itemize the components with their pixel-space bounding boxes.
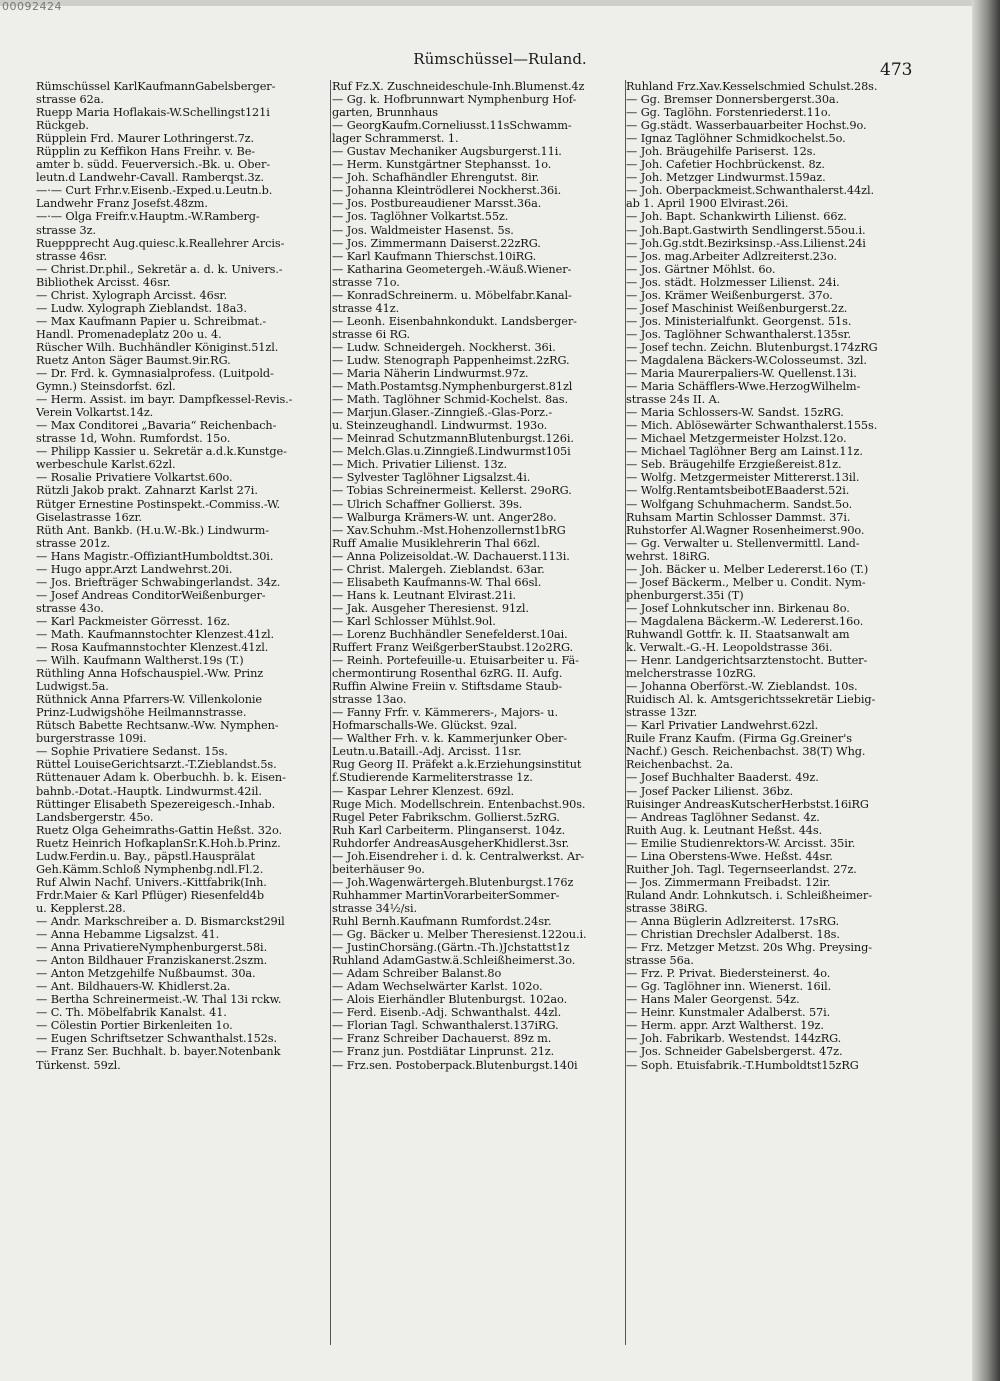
directory-line: — Elisabeth Kaufmanns-W. Thal 66sl. (332, 575, 542, 589)
directory-line: — Walburga Krämers-W. unt. Anger28o. (332, 510, 557, 524)
directory-line: Frdr.Maier & Karl Pflüger) Riesenfeld4b (36, 888, 265, 902)
directory-line: — KonradSchreinerm. u. Möbelfabr.Kanal- (332, 288, 572, 302)
directory-line: — Joh.Gg.stdt.Bezirksinsp.-Ass.Lilienst.24i (626, 236, 866, 250)
directory-line: — Christ. Xylograph Arcisst. 46sr. (36, 288, 227, 302)
directory-line: — Ulrich Schaffner Gollierst. 39s. (332, 497, 523, 511)
directory-line: — Jos. Taglöhner Schwanthalerst.135sr. (626, 327, 851, 341)
directory-line: — Xav.Schuhm.-Mst.Hohenzollernst1bRG (332, 523, 566, 537)
directory-line: — Gg. Verwalter u. Stellenvermittl. Land- (626, 536, 860, 550)
directory-line: strasse 38iRG. (626, 901, 708, 915)
directory-line: — Jos. Waldmeister Hasenst. 5s. (332, 223, 514, 237)
directory-line: — Adam Wechselwärter Karlst. 102o. (332, 980, 543, 994)
directory-line: strasse 43o. (36, 601, 104, 615)
directory-line: — Herm. Assist. im bayr. Dampfkessel-Revis.- (36, 393, 293, 407)
directory-line: Gymn.) Steinsdorfst. 6zl. (36, 380, 176, 394)
directory-line: — Joh. Oberpackmeist.Schwanthalerst.44zl. (626, 184, 874, 198)
directory-line: — Fanny Frfr. v. Kämmerers-, Majors- u. (332, 706, 558, 720)
directory-line: — Math.Postamtsg.Nymphenburgerst.81zl (332, 380, 573, 394)
directory-line: Giselastrasse 16zr. (36, 510, 142, 524)
directory-line: Rüttinger Elisabeth Spezereigesch.-Inhab. (36, 797, 276, 811)
directory-line: — Walther Frh. v. k. Kammerjunker Ober- (332, 732, 568, 746)
directory-line: — Wilh. Kaufmann Waltherst.19s (T.) (36, 654, 244, 668)
directory-line: — Jos. Gärtner Möhlst. 6o. (626, 262, 776, 276)
directory-line: — Hans Maler Georgenst. 54z. (626, 993, 800, 1007)
directory-line: — Joh. Cafetier Hochbrückenst. 8z. (626, 158, 825, 172)
directory-line: — Joh.Wagenwärtergeh.Blutenburgst.176z (332, 875, 574, 889)
directory-line: — Marjun.Glaser.-Zinngieß.-Glas-Porz.- (332, 406, 553, 420)
directory-line: Ruepp Maria Hoflakais-W.Schellingst121i (36, 106, 270, 120)
directory-line: — Katharina Geometergeh.-W.äuß.Wiener- (332, 262, 572, 276)
directory-line: — Gg. Taglöhn. Forstenriederst.11o. (626, 106, 831, 120)
directory-line: — Franz Ser. Buchhalt. b. bayer.Notenbank (36, 1045, 281, 1059)
directory-line: Rützli Jakob prakt. Zahnarzt Karlst 27i. (36, 484, 258, 498)
directory-line: — Rosalie Privatiere Volkartst.60o. (36, 471, 233, 485)
directory-line: — Bertha Schreinermeist.-W. Thal 13i rckw. (36, 993, 282, 1007)
directory-line: Rüthnick Anna Pfarrers-W. Villenkolonie (36, 693, 262, 707)
directory-line: werbeschule Karlst.62zl. (36, 458, 176, 472)
directory-line: Rueppprecht Aug.quiesc.k.Reallehrer Arcis- (36, 236, 285, 250)
directory-line: — Johanna Kleintrödlerei Nockherst.36i. (332, 184, 562, 198)
directory-line: — Dr. Frd. k. Gymnasialprofess. (Luitpold- (36, 367, 274, 381)
directory-line: — Reinh. Portefeuille-u. Etuisarbeiter u. Fä- (332, 654, 579, 668)
directory-line: — Gustav Mechaniker Augsburgerst.11i. (332, 145, 562, 159)
directory-line: Rüpplein Frd. Maurer Lothringerst.7z. (36, 132, 255, 146)
directory-line: Ludwigst.5a. (36, 680, 109, 694)
directory-line: — Max Conditorei „Bavaria“ Reichenbach- (36, 419, 277, 433)
directory-line: Ruhland AdamGastw.ä.Schleißheimerst.3o. (332, 954, 576, 968)
directory-line: — Jos. mag.Arbeiter Adlzreiterst.23o. (626, 249, 837, 263)
directory-line: — Sophie Privatiere Sedanst. 15s. (36, 745, 228, 759)
directory-line: — Andreas Taglöhner Sedanst. 4z. (626, 810, 820, 824)
directory-line: k. Verwalt.-G.-H. Leopoldstrasse 36i. (626, 641, 833, 655)
directory-line: — Math. Kaufmannstochter Klenzest.41zl. (36, 627, 274, 641)
directory-line: — Frz.sen. Postoberpack.Blutenburgst.140i (332, 1058, 578, 1072)
directory-line: Rüscher Wilh. Buchhändler Königinst.51zl. (36, 340, 279, 354)
directory-line: — Maria Näherin Lindwurmst.97z. (332, 367, 529, 381)
directory-line: — Anton Bildhauer Franziskanerst.2szm. (36, 954, 268, 968)
directory-line: Ruhsam Martin Schlosser Dammst. 37i. (626, 510, 851, 524)
directory-line: —·— Curt Frhr.v.Eisenb.-Exped.u.Leutn.b. (36, 184, 273, 198)
directory-line: — Joh.Eisendreher i. d. k. Centralwerkst. Ar- (332, 849, 585, 863)
directory-line: — Hans k. Leutnant Elvirast.21i. (332, 588, 516, 602)
directory-line: — Michael Metzgermeister Holzst.12o. (626, 432, 847, 446)
directory-line: Ruffin Alwine Freiin v. Stiftsdame Staub- (332, 680, 563, 694)
directory-line: Ludw.Ferdin.u. Bay., päpstl.Hausprälat (36, 849, 255, 863)
scan-id-label: 00092424 (2, 0, 62, 13)
directory-line: — Emilie Studienrektors-W. Arcisst. 35ir. (626, 836, 856, 850)
directory-line: Ruith Aug. k. Leutnant Heßst. 44s. (626, 823, 823, 837)
directory-line: — Gg.städt. Wasserbauarbeiter Hochst.9o. (626, 119, 867, 133)
directory-line: Ruetz Olga Geheimraths-Gattin Heßst. 32o. (36, 823, 282, 837)
directory-line: Rüth Ant. Bankb. (H.u.W.-Bk.) Lindwurm- (36, 523, 270, 537)
directory-line: — Gg. Bäcker u. Melber Theresienst.122ou.i. (332, 928, 587, 942)
directory-line: Ruhhammer MartinVorarbeiterSommer- (332, 888, 560, 902)
directory-line: — Joh.Bapt.Gastwirth Sendlingerst.55ou.i. (626, 223, 866, 237)
directory-line: — Gg. Bremser Donnersbergerst.30a. (626, 93, 840, 107)
scan-top-edge (0, 0, 1000, 6)
directory-line: — Lorenz Buchhändler Senefelderst.10ai. (332, 627, 568, 641)
directory-line: strasse 24s II. A. (626, 393, 721, 407)
directory-line: Rüttenauer Adam k. Oberbuchh. b. k. Eisen- (36, 771, 286, 785)
directory-line: — Christ. Malergeh. Zieblandst. 63ar. (332, 562, 545, 576)
directory-line: — Joh. Schafhändler Ehrengutst. 8ir. (332, 171, 540, 185)
directory-line: — Florian Tagl. Schwanthalerst.137iRG. (332, 1019, 559, 1033)
directory-line: — Karl Schlosser Mühlst.9ol. (332, 614, 496, 628)
directory-line: — Ludw. Stenograph Pappenheimst.2zRG. (332, 353, 570, 367)
directory-line: Landsbergerstr. 45o. (36, 810, 154, 824)
directory-line: — Anton Metzgehilfe Nußbaumst. 30a. (36, 967, 256, 981)
directory-line: Rümschüssel KarlKaufmannGabelsberger- (36, 80, 276, 93)
directory-line: beiterhäuser 9o. (332, 862, 425, 876)
directory-line: — Josef Maschinist Weißenburgerst.2z. (626, 301, 848, 315)
directory-line: strasse 6i RG. (332, 327, 411, 341)
directory-line: Ruge Mich. Modellschrein. Entenbachst.90s. (332, 797, 586, 811)
directory-line: — Karl Privatier Landwehrst.62zl. (626, 719, 819, 733)
directory-line: phenburgerst.35i (T) (626, 588, 744, 602)
directory-line: strasse 34½/si. (332, 901, 417, 915)
directory-line: Ruidisch Al. k. Amtsgerichtssekretär Liebig- (626, 693, 876, 707)
directory-line: — Adam Schreiber Balanst.8o (332, 967, 502, 981)
directory-line: — C. Th. Möbelfabrik Kanalst. 41. (36, 1006, 227, 1020)
directory-line: — Josef Andreas ConditorWeißenburger- (36, 588, 266, 602)
directory-line: Geh.Kämm.Schloß Nymphenbg.ndl.Fl.2. (36, 862, 264, 876)
directory-line: — Jos. Zimmermann Freibadst. 12ir. (626, 875, 831, 889)
directory-line: Ruffert Franz WeißgerberStaubst.12o2RG. (332, 641, 573, 655)
directory-line: Rütger Ernestine Postinspekt.-Commiss.-W. (36, 497, 281, 511)
directory-line: — Ludw. Xylograph Zieblandst. 18a3. (36, 301, 247, 315)
directory-line: melcherstrasse 10zRG. (626, 667, 756, 681)
column-left (36, 80, 328, 1350)
directory-line: — Christ.Dr.phil., Sekretär a. d. k. Univers.- (36, 262, 283, 276)
directory-line: Ruither Joh. Tagl. Tegernseerlandst. 27z. (626, 862, 857, 876)
directory-line: — Johanna Oberförst.-W. Zieblandst. 10s. (626, 680, 858, 694)
directory-line: — Maria Schäfflers-Wwe.HerzogWilhelm- (626, 380, 861, 394)
directory-line: Ruile Franz Kaufm. (Firma Gg.Greiner's (626, 732, 852, 746)
directory-line: — Wolfg.RentamtsbeibotEBaaderst.52i. (626, 484, 850, 498)
directory-line: — Ignaz Taglöhner Schmidkochelst.5o. (626, 132, 846, 146)
directory-line: — Gg. Taglöhner inn. Wienerst. 16il. (626, 980, 832, 994)
directory-line: — Jos. Ministerialfunkt. Georgenst. 51s. (626, 314, 852, 328)
directory-line: wehrst. 18iRG. (626, 549, 710, 563)
directory-line: — Alois Eierhändler Blutenburgst. 102ao. (332, 993, 568, 1007)
directory-line: — Kaspar Lehrer Klenzest. 69zl. (332, 784, 514, 798)
directory-line: — Andr. Markschreiber a. D. Bismarckst29il (36, 915, 285, 928)
directory-line: — Leonh. Eisenbahnkondukt. Landsberger- (332, 314, 577, 328)
directory-line: Ruf Fz.X. Zuschneideschule-Inh.Blumenst.4z (332, 80, 585, 93)
directory-line: — Franz Schreiber Dachauerst. 89z m. (332, 1032, 552, 1046)
directory-line: — Mich. Privatier Lilienst. 13z. (332, 458, 507, 472)
directory-line: strasse 41z. (332, 301, 400, 315)
directory-line: Ruland Andr. Lohnkutsch. i. Schleißheimer- (626, 888, 872, 902)
directory-line: — Josef Packer Lilienst. 36bz. (626, 784, 794, 798)
directory-line: — Philipp Kassier u. Sekretär a.d.k.Kunstge- (36, 445, 287, 459)
directory-line: strasse 13ao. (332, 693, 407, 707)
directory-line: — Melch.Glas.u.Zinngieß.Lindwurmst105i (332, 445, 571, 459)
directory-line: strasse 13zr. (626, 706, 698, 720)
directory-line: — Heinr. Kunstmaler Adalberst. 57i. (626, 1006, 831, 1020)
directory-line: — Sylvester Taglöhner Ligsalzst.4i. (332, 471, 531, 485)
directory-line: Landwehr Franz Josefst.48zm. (36, 197, 208, 211)
directory-line: burgerstrasse 109i. (36, 732, 147, 746)
directory-line: — Ferd. Eisenb.-Adj. Schwanthalst. 44zl. (332, 1006, 562, 1020)
directory-line: — Josef techn. Zeichn. Blutenburgst.174zRG (626, 340, 878, 354)
directory-line: Ruhdorfer AndreasAusgeherKhidlerst.3sr. (332, 836, 570, 850)
directory-line: — Hugo appr.Arzt Landwehrst.20i. (36, 562, 233, 576)
directory-line: — Magdalena Bäckers-W.Colosseumst. 3zl. (626, 353, 867, 367)
directory-line: Türkenst. 59zl. (36, 1058, 121, 1072)
directory-line: — Karl Packmeister Görresst. 16z. (36, 614, 230, 628)
book-spine-shadow (972, 0, 1000, 1381)
directory-line: — Jos. Taglöhner Volkartst.55z. (332, 210, 509, 224)
directory-line: — Soph. Etuisfabrik.-T.Humboldtst15zRG (626, 1058, 859, 1072)
column-right (626, 80, 910, 1350)
directory-line: amter b. südd. Feuerversich.-Bk. u. Ober- (36, 158, 271, 172)
directory-line: bahnb.-Dotat.-Hauptk. Lindwurmst.42il. (36, 784, 262, 798)
directory-line: Ruhland Frz.Xav.Kesselschmied Schulst.28s. (626, 80, 878, 93)
directory-line: lager Schrammerst. 1. (332, 132, 459, 146)
directory-line: Rug Georg II. Präfekt a.k.Erziehungsinstitut (332, 758, 582, 772)
directory-line: Rüpplin zu Keffikon Hans Freihr. v. Be- (36, 145, 255, 159)
directory-line: — Tobias Schreinermeist. Kellerst. 29oRG. (332, 484, 572, 498)
directory-line: — Anna Büglerin Adlzreiterst. 17sRG. (626, 915, 839, 928)
directory-line: — JustinChorsäng.(Gärtn.-Th.)Jchstattst1z (332, 941, 570, 955)
directory-line: — Joh. Bapt. Schankwirth Lilienst. 66z. (626, 210, 847, 224)
directory-line: — Frz. Metzger Metzst. 20s Whg. Preysing- (626, 941, 872, 955)
directory-line: Bibliothek Arcisst. 46sr. (36, 275, 171, 289)
directory-line: — Maria Schlossers-W. Sandst. 15zRG. (626, 406, 844, 420)
directory-line: — Michael Taglöhner Berg am Lainst.11z. (626, 445, 863, 459)
directory-line: Leutn.u.Bataill.-Adj. Arcisst. 11sr. (332, 745, 522, 759)
directory-line: strasse 56a. (626, 954, 694, 968)
directory-line: ab 1. April 1900 Elvirast.26i. (626, 197, 789, 211)
directory-line: Ruetz Anton Säger Baumst.9ir.RG. (36, 353, 231, 367)
directory-line: —·— Olga Freifr.v.Hauptm.-W.Ramberg- (36, 210, 260, 224)
directory-line: Handl. Promenadeplatz 20o u. 4. (36, 327, 222, 341)
column-rule (330, 80, 331, 1345)
directory-line: — Ant. Bildhauers-W. Khidlerst.2a. (36, 980, 231, 994)
directory-line: Rüttel LouiseGerichtsarzt.-T.Zieblandst.5s. (36, 758, 277, 772)
directory-line: — Herm. Kunstgärtner Stephansst. 1o. (332, 158, 552, 172)
directory-line: u. Steinzeughandl. Lindwurmst. 193o. (332, 419, 548, 433)
directory-line: — Lina Oberstens-Wwe. Heßst. 44sr. (626, 849, 833, 863)
running-head: Rümschüssel—Ruland. (413, 50, 587, 68)
directory-line: Ruff Amalie Musiklehrerin Thal 66zl. (332, 536, 541, 550)
directory-line: — Jos. Zimmermann Daiserst.22zRG. (332, 236, 541, 250)
column-middle (332, 80, 628, 1350)
directory-line: Nachf.) Gesch. Reichenbachst. 38(T) Whg. (626, 745, 866, 759)
directory-line: — Anna Polizeisoldat.-W. Dachauerst.113i. (332, 549, 570, 563)
directory-line: — Meinrad SchutzmannBlutenburgst.126i. (332, 432, 574, 446)
directory-line: — Rosa Kaufmannstochter Klenzest.41zl. (36, 641, 269, 655)
directory-line: — Jos. Postbureaudiener Marsst.36a. (332, 197, 542, 211)
directory-line: — Christian Drechsler Adalberst. 18s. (626, 928, 840, 942)
directory-line: — Jak. Ausgeher Theresienst. 91zl. (332, 601, 529, 615)
directory-line: — Frz. P. Privat. Biedersteinerst. 4o. (626, 967, 831, 981)
directory-line: strasse 71o. (332, 275, 400, 289)
directory-line: — Jos. Briefträger Schwabingerlandst. 34z. (36, 575, 281, 589)
directory-line: Rugel Peter Fabrikschm. Gollierst.5zRG. (332, 810, 560, 824)
directory-line: — Wolfgang Schuhmacherm. Sandst.5o. (626, 497, 853, 511)
directory-line: Hofmarschalls-We. Glückst. 9zal. (332, 719, 518, 733)
directory-line: — Joh. Bäcker u. Melber Ledererst.16o (T.) (626, 562, 869, 576)
directory-line: — Magdalena Bäckerm.-W. Ledererst.16o. (626, 614, 864, 628)
directory-line: — Josef Bäckerm., Melber u. Condit. Nym- (626, 575, 866, 589)
directory-line: — Hans Magistr.-OffiziantHumboldtst.30i. (36, 549, 274, 563)
directory-line: — Gg. k. Hofbrunnwart Nymphenburg Hof- (332, 93, 577, 107)
directory-line: — Henr. Landgerichtsarztenstocht. Butter- (626, 654, 868, 668)
directory-line: — Herm. appr. Arzt Waltherst. 19z. (626, 1019, 824, 1033)
directory-line: Rüthling Anna Hofschauspiel.-Ww. Prinz (36, 667, 264, 681)
directory-line: — Mich. Ablösewärter Schwanthalerst.155s. (626, 419, 878, 433)
directory-line: Reichenbachst. 2a. (626, 758, 734, 772)
directory-line: — Joh. Bräugehilfe Pariserst. 12s. (626, 145, 816, 159)
directory-line: — Cölestin Portier Birkenleiten 1o. (36, 1019, 233, 1033)
directory-line: — Math. Taglöhner Schmid-Kochelst. 8as. (332, 393, 568, 407)
directory-line: — Wolfg. Metzgermeister Mittererst.13il. (626, 471, 860, 485)
directory-line: — Karl Kaufmann Thierschst.10iRG. (332, 249, 537, 263)
directory-line: — Franz jun. Postdiätar Linprunst. 21z. (332, 1045, 555, 1059)
directory-line: Rütsch Babette Rechtsanw.-Ww. Nymphen- (36, 719, 279, 733)
directory-line: — Joh. Fabrikarb. Westendst. 144zRG. (626, 1032, 842, 1046)
directory-line: Ruetz Heinrich HofkaplanSr.K.Hoh.b.Prinz. (36, 836, 281, 850)
directory-line: — Jos. Krämer Weißenburgerst. 37o. (626, 288, 833, 302)
directory-line: chermontirung Rosenthal 6zRG. II. Aufg. (332, 667, 563, 681)
directory-line: — Anna Hebamme Ligsalzst. 41. (36, 928, 220, 942)
directory-line: strasse 201z. (36, 536, 111, 550)
directory-line: strasse 3z. (36, 223, 96, 237)
page-number: 473 (880, 60, 913, 80)
directory-line: Ruhstorfer Al.Wagner Rosenheimerst.90o. (626, 523, 865, 537)
directory-line: strasse 46sr. (36, 249, 107, 263)
directory-line: — Josef Buchhalter Baaderst. 49z. (626, 771, 819, 785)
directory-line: — Anna PrivatiereNymphenburgerst.58i. (36, 941, 268, 955)
directory-line: u. Kepplerst.28. (36, 901, 126, 915)
directory-line: — Maria Maurerpaliers-W. Quellenst.13i. (626, 367, 857, 381)
directory-line: — Ludw. Schneidergeh. Nockherst. 36i. (332, 340, 556, 354)
directory-line: — Seb. Bräugehilfe Erzgießereist.81z. (626, 458, 842, 472)
directory-line: Ruhwandl Gottfr. k. II. Staatsanwalt am (626, 627, 850, 641)
directory-line: f.Studierende Karmeliterstrasse 1z. (332, 771, 533, 785)
directory-line: — Josef Lohnkutscher inn. Birkenau 8o. (626, 601, 850, 615)
directory-line: Ruh Karl Carbeiterm. Plinganserst. 104z. (332, 823, 566, 837)
directory-line: — Jos. städt. Holzmesser Lilienst. 24i. (626, 275, 840, 289)
directory-line: Ruhl Bernh.Kaufmann Rumfordst.24sr. (332, 915, 552, 928)
directory-line: — Max Kaufmann Papier u. Schreibmat.- (36, 314, 267, 328)
directory-line: — GeorgKaufm.Corneliusst.11sSchwamm- (332, 119, 572, 133)
directory-line: Prinz-Ludwigshöhe Heilmannstrasse. (36, 706, 247, 720)
directory-line: strasse 62a. (36, 93, 104, 107)
directory-line: leutn.d Landwehr-Cavall. Ramberqst.3z. (36, 171, 264, 185)
directory-line: garten, Brunnhaus (332, 106, 438, 120)
directory-line: strasse 1d, Wohn. Rumfordst. 15o. (36, 432, 231, 446)
directory-line: — Joh. Metzger Lindwurmst.159az. (626, 171, 826, 185)
directory-line: Ruisinger AndreasKutscherHerbstst.16iRG (626, 797, 869, 811)
directory-line: Ruf Alwin Nachf. Univers.-Kittfabrik(Inh. (36, 875, 267, 889)
directory-line: Verein Volkartst.14z. (36, 406, 154, 420)
directory-line: Rückgeb. (36, 119, 89, 133)
directory-line: — Eugen Schriftsetzer Schwanthalst.152s. (36, 1032, 277, 1046)
directory-line: — Jos. Schneider Gabelsbergerst. 47z. (626, 1045, 843, 1059)
